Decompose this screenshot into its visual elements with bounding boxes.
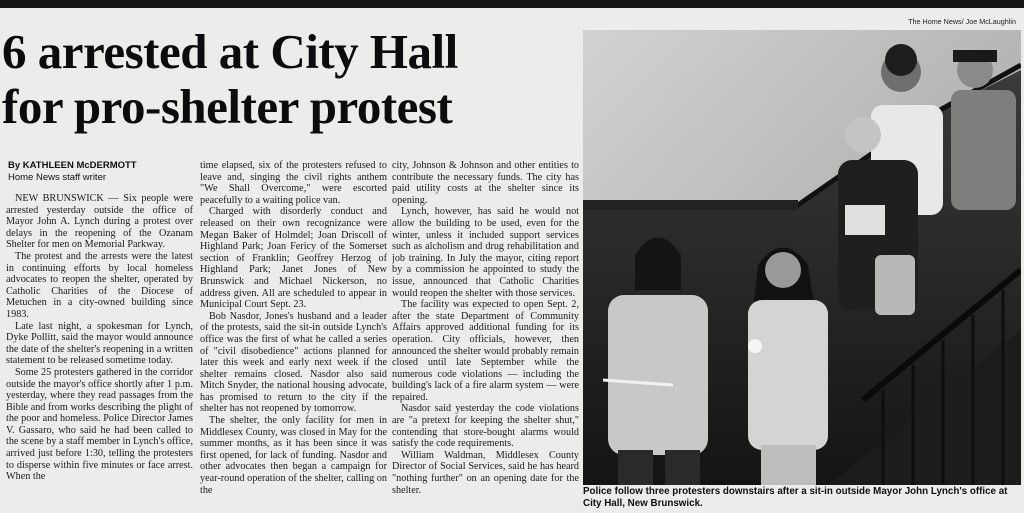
paragraph: Bob Nasdor, Jones's husband and a leader of the protests, said the sit-in outside Lynch's office was the first of what he called a series of "civil disobedience" actions planned for later this week and early next week if the shelter remains closed. Nasdor also said Mitch Snyder, the national housing advocate, has promised to return to the city if the shelter has not reopened by tomorrow. — [200, 310, 387, 415]
top-rule — [0, 0, 1024, 8]
news-photo — [583, 30, 1021, 485]
article-column-2 — [200, 160, 387, 510]
article-column-1 — [6, 193, 193, 509]
article-column-3 — [392, 160, 579, 510]
paragraph: Late last night, a spokesman for Lynch, Dyke Pollitt, said the mayor would announce the date of the shelter's reopening in a written statement to be released sometime today. — [6, 320, 193, 367]
paragraph: Some 25 protesters gathered in the corridor outside the mayor's office shortly after 1 p.m. yesterday, where they read passages from the Bible and from works describing the plight of the poor and homeless. Police Director James V. Gassaro, who said he had been called to the scene by a staff member in Lynch's office, arrived just before 1:30, telling the protesters to disperse within five minutes or face arrest. When the — [6, 366, 193, 483]
photo-caption: Police follow three protesters downstairs after a sit-in outside Mayor John Lynch's office at City Hall, New Brunswick. — [583, 486, 1008, 510]
paragraph: time elapsed, six of the protesters refused to leave and, singing the civil rights anthem "We Shall Overcome," were escorted peacefully to a waiting police van. — [200, 160, 387, 206]
headline-line-2: for pro-shelter protest — [2, 79, 453, 134]
headline-line-1: 6 arrested at City Hall — [2, 24, 458, 79]
byline: By KATHLEEN McDERMOTT — [8, 160, 137, 171]
paragraph: The shelter, the only facility for men in Middlesex County, was closed in May for the summer months, as it has been since it was first opened, for lack of funding. Nasdor and other advocates then began a campaign for year-round operation of the shelter, calling on the — [200, 415, 387, 496]
paragraph: Nasdor said yesterday the code violations are "a pretext for keeping the shelter shut," contending that store-bought alarms would satisfy the code requirements. — [392, 403, 579, 450]
staff-writer-line: Home News staff writer — [8, 172, 107, 183]
paragraph: Lynch, however, has said he would not allow the building to be used, even for the winter, unless it included support services such as alcholism and drug rehabilitation and job training. In July the mayor, citing report by a commission he appointed to study the issue, announced that Catholic Charities would reopen the shelter with those services. — [392, 206, 579, 299]
paragraph: The facility was expected to open Sept. 2, after the state Department of Community Affairs approved additional funding for its operation. City officials, however, then announced the shelter would probably remain closed until late September while the numerous code violations — including the building's lack of a fire alarm system — were repaired. — [392, 299, 579, 403]
photo-credit: The Home News/ Joe McLaughlin — [908, 17, 1016, 26]
paragraph: NEW BRUNSWICK — Six people were arrested yesterday outside the office of Mayor John A. Lynch during a protest over delays in the reopening of the Ozanam Shelter for men on Memorial Parkway. — [6, 193, 193, 251]
photo-illustration — [583, 30, 1021, 485]
paragraph: William Waldman, Middlesex County Director of Social Services, said he has heard "nothing further" on an opening date for the shelter. — [392, 449, 579, 496]
paragraph: The protest and the arrests were the latest in continuing efforts by local homeless advocates to reopen the shelter, operated by Catholic Charities of the Diocese of Metuchen in a city-owned building since 1983. — [6, 250, 193, 320]
headline — [2, 24, 572, 134]
paragraph: city, Johnson & Johnson and other entities to contribute the necessary funds. The city has paid utility costs at the shelter since its opening. — [392, 160, 579, 206]
paragraph: Charged with disorderly conduct and released on their own recognizance were Megan Baker of Holmdel; Joan Driscoll of Highland Park; Joan Fericy of the Somerset section of Franklin; Geoffrey Herzog of Highland Park; Janet Jones of New Brunswick and Michael Nickerson, no address given. All are scheduled to appear in Municipal Court Sept. 23. — [200, 206, 387, 311]
